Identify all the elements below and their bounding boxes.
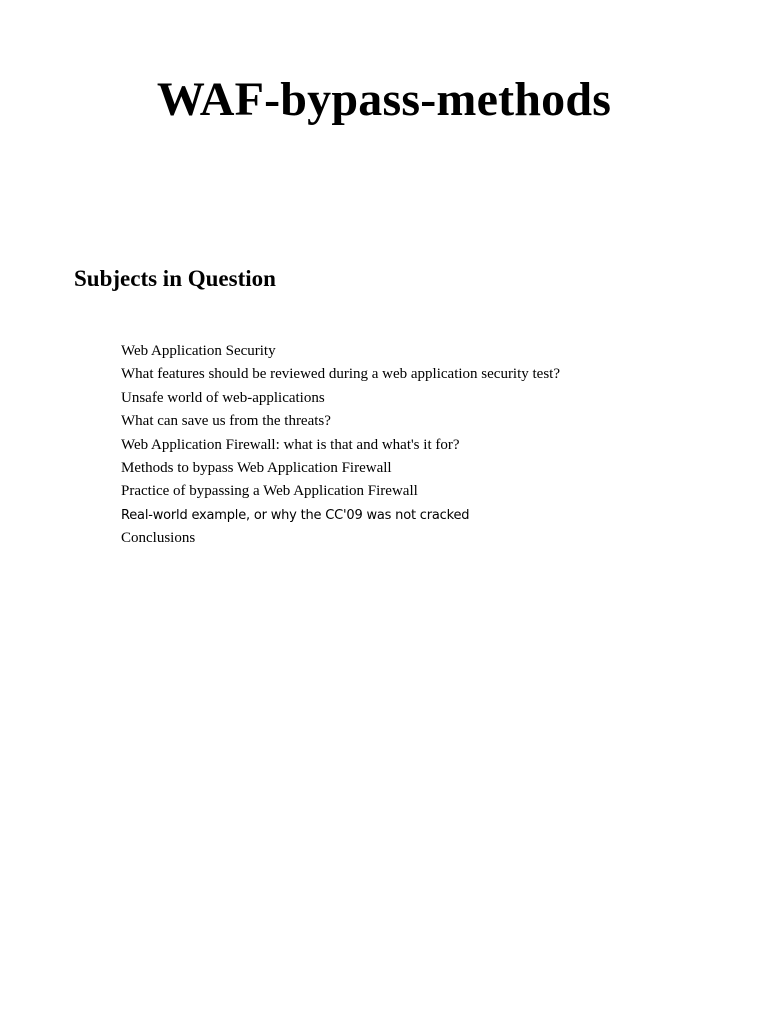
topic-item-unsafe-world: Unsafe world of web-applications xyxy=(121,389,325,406)
topic-item-save-from-threats: What can save us from the threats? xyxy=(121,413,331,430)
topic-list xyxy=(121,340,560,551)
topic-item-features-to-review: What features should be reviewed during a web application security test? xyxy=(121,366,561,383)
topic-item-web-application-security: Web Application Security xyxy=(121,343,276,359)
topic-item-waf-definition: Web Application Firewall: what is that and what's it for? xyxy=(121,436,460,453)
topic-item-conclusions: Conclusions xyxy=(121,530,196,547)
topic-item-bypass-methods: Methods to bypass Web Application Firewall xyxy=(121,460,392,477)
document-title: WAF-bypass-methods xyxy=(156,73,612,126)
topic-item-real-world-example: Real-world example, or why the CC'09 was not cracked xyxy=(121,507,470,523)
topic-item-bypass-practice: Practice of bypassing a Web Application Firewall xyxy=(121,483,418,500)
section-heading: Subjects in Question xyxy=(74,266,276,291)
